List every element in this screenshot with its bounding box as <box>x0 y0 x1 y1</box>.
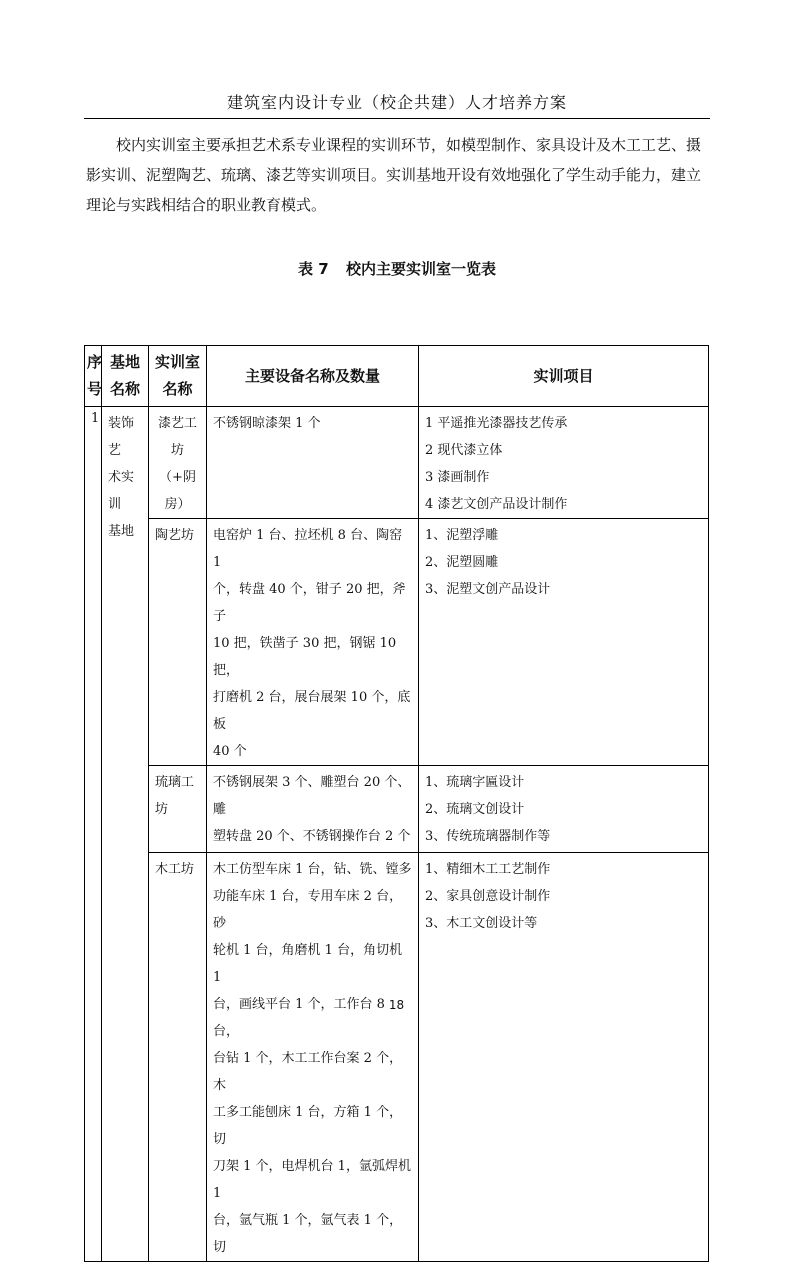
table-caption-title: 校内主要实训室一览表 <box>345 260 496 278</box>
table-row <box>85 766 709 853</box>
equipment-cell: 不锈钢展架 3 个、雕塑台 20 个、雕 塑转盘 20 个、不锈钢操作台 2 个 <box>207 766 419 853</box>
table-header-row <box>85 346 709 407</box>
equipment-cell: 电窑炉 1 台、拉坯机 8 台、陶窑 1 个，转盘 40 个，钳子 20 把，斧子 10 把，铁凿子 30 把，钢锯 10 把， 打磨机 2 台，展台展架 10 个，底板 40 个 <box>207 519 419 766</box>
table-row <box>85 853 709 1262</box>
table-caption <box>84 258 710 279</box>
header-base-name: 基地 名称 <box>102 346 149 407</box>
projects-cell: 1 平遥推光漆器技艺传承 2 现代漆立体 3 漆画制作 4 漆艺文创产品设计制作 <box>419 407 709 519</box>
intro-paragraph: 校内实训室主要承担艺术系专业课程的实训环节，如模型制作、家具设计及木工工艺、摄影实训、泥塑陶艺、琉璃、漆艺等实训项目。实训基地开设有效地强化了学生动手能力，建立理论与实践相结合的职业教育模式。 <box>86 136 702 214</box>
training-rooms-table <box>84 345 709 1262</box>
header-projects: 实训项目 <box>419 346 709 407</box>
room-name-cell: 陶艺坊 <box>149 519 207 766</box>
room-name-cell: 木工坊 <box>149 853 207 1262</box>
equipment-cell: 木工仿型车床 1 台，钻、铣、镗多 功能车床 1 台，专用车床 2 台，砂 轮机 1 台，角磨机 1 台，角切机 1 台，画线平台 1 个，工作台 8 台， 台钻 1 个，木工工作台案 2 个，木 工多工能刨床 1 台，方箱 1 个，切 刀架 1 个，电焊机台 1，氩弧焊机 1 台，氩气瓶 1 个，氩气表 1 个，切 <box>207 853 419 1262</box>
table-row <box>85 519 709 766</box>
header-equipment: 主要设备名称及数量 <box>207 346 419 407</box>
table-caption-number: 表 7 <box>298 260 329 278</box>
page-header: 建筑室内设计专业（校企共建）人才培养方案 <box>226 93 567 112</box>
equipment-cell: 不锈钢晾漆架 1 个 <box>207 407 419 519</box>
room-name-cell: 琉璃工坊 <box>149 766 207 853</box>
projects-cell: 1、精细木工工艺制作 2、家具创意设计制作 3、木工文创设计等 <box>419 853 709 1262</box>
header-seq: 序 号 <box>85 346 102 407</box>
room-name-cell: 漆艺工坊 （+阴房） <box>149 407 207 519</box>
page-number: 18 <box>388 998 405 1012</box>
base-name-cell: 装饰艺 术实训 基地 <box>102 407 149 1262</box>
header-divider <box>84 118 710 119</box>
header-room-name: 实训室 名称 <box>149 346 207 407</box>
projects-cell: 1、琉璃字匾设计 2、琉璃文创设计 3、传统琉璃器制作等 <box>419 766 709 853</box>
table-row <box>85 407 709 519</box>
projects-cell: 1、泥塑浮雕 2、泥塑圆雕 3、泥塑文创产品设计 <box>419 519 709 766</box>
row-seq: 1 <box>85 407 102 1262</box>
